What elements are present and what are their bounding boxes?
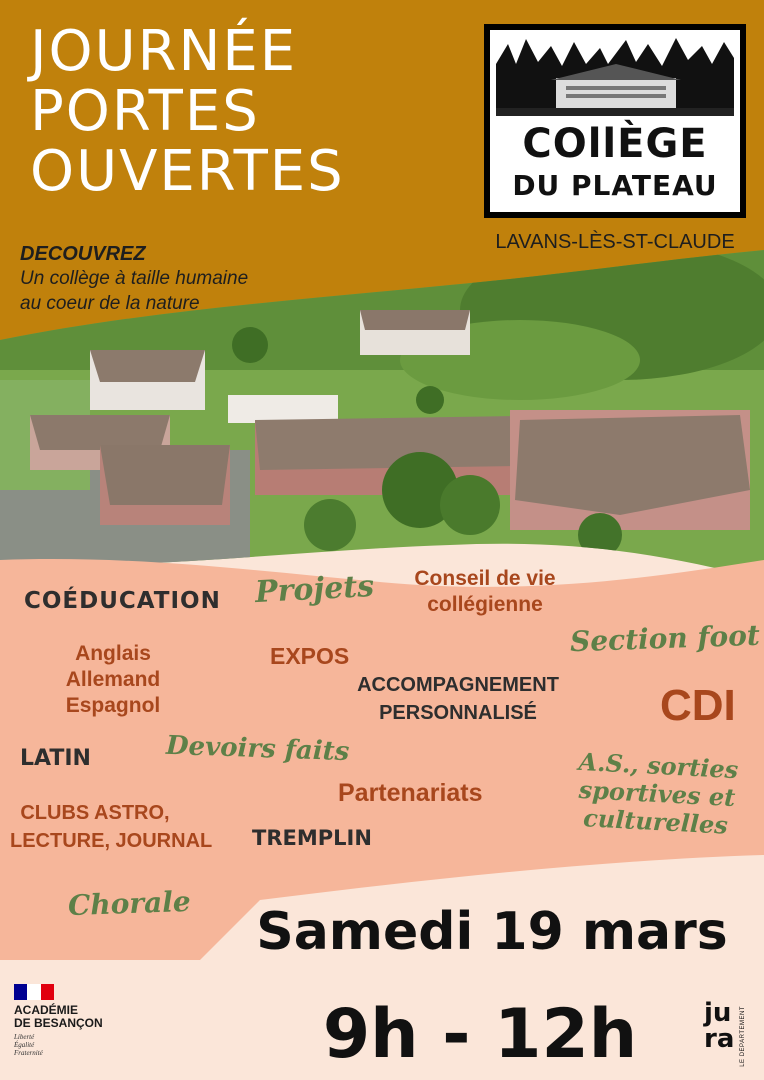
logo-subtitle: DU PLATEAU [512, 169, 718, 202]
keyword-as-sorties [566, 747, 748, 840]
keyword-langues [46, 641, 180, 719]
academie-line: DE BESANÇON [14, 1016, 103, 1030]
keyword-tremplin: TREMPLIN [252, 826, 372, 850]
title-line: OUVERTES [30, 139, 345, 204]
discover-label: DECOUVREZ [20, 243, 146, 265]
keyword-line: Anglais [75, 642, 151, 665]
jura-logo [700, 1000, 752, 1070]
keyword-projets: Projets [254, 568, 375, 611]
keyword-accompagnement [346, 671, 570, 727]
page-title [30, 19, 345, 204]
keyword-partenariats: Partenariats [338, 779, 483, 807]
logo-building-image [496, 34, 734, 116]
college-logo [484, 24, 746, 218]
keyword-line: PERSONNALISÉ [379, 702, 537, 724]
french-flag-icon [14, 984, 54, 1000]
keyword-devoirs-faits: Devoirs faits [165, 730, 350, 768]
keyword-line: sportives et [578, 774, 736, 813]
logo-title: COllÈGE [522, 121, 708, 167]
keyword-latin: LATIN [20, 746, 91, 771]
title-line: PORTES [30, 79, 260, 144]
keyword-chorale: Chorale [67, 884, 192, 923]
motto-line: Fraternité [14, 1049, 43, 1057]
jura-word: jura [704, 998, 735, 1054]
tagline-line: au coeur de la nature [20, 293, 200, 314]
keyword-line: Conseil de vie [414, 567, 556, 590]
keyword-expos: EXPOS [270, 643, 350, 669]
tagline-line: Un collège à taille humaine [20, 268, 249, 289]
keyword-line: A.S., sorties [577, 746, 739, 785]
motto-line: Égalité [14, 1041, 35, 1049]
keyword-section-foot: Section foot [569, 618, 761, 659]
tagline [20, 242, 248, 316]
event-time: 9h - 12h [322, 995, 638, 1074]
keyword-coeducation: COÉDUCATION [24, 588, 221, 614]
keyword-line: CLUBS ASTRO, [20, 802, 170, 824]
jura-department-label: LE DÉPARTEMENT [740, 1006, 746, 1067]
motto-line: Liberté [14, 1033, 35, 1041]
keyword-line: LECTURE, JOURNAL [10, 830, 213, 852]
keyword-line: ACCOMPAGNEMENT [357, 674, 559, 696]
academie-name [14, 1004, 144, 1030]
republic-motto [14, 1033, 144, 1057]
keyword-line: Allemand [65, 668, 161, 691]
title-line: JOURNÉE [30, 19, 298, 84]
academie-line: ACADÉMIE [14, 1003, 79, 1017]
keyword-clubs [10, 799, 213, 855]
keyword-line: Espagnol [65, 694, 161, 717]
keyword-line: collégienne [427, 593, 543, 616]
event-date: Samedi 19 mars [256, 902, 728, 962]
keyword-line: culturelles [582, 803, 729, 840]
keyword-conseil [396, 566, 574, 618]
keyword-cdi: CDI [660, 681, 736, 730]
academie-logo [14, 984, 144, 1057]
location-label: LAVANS-LÈS-ST-CLAUDE [495, 231, 735, 253]
